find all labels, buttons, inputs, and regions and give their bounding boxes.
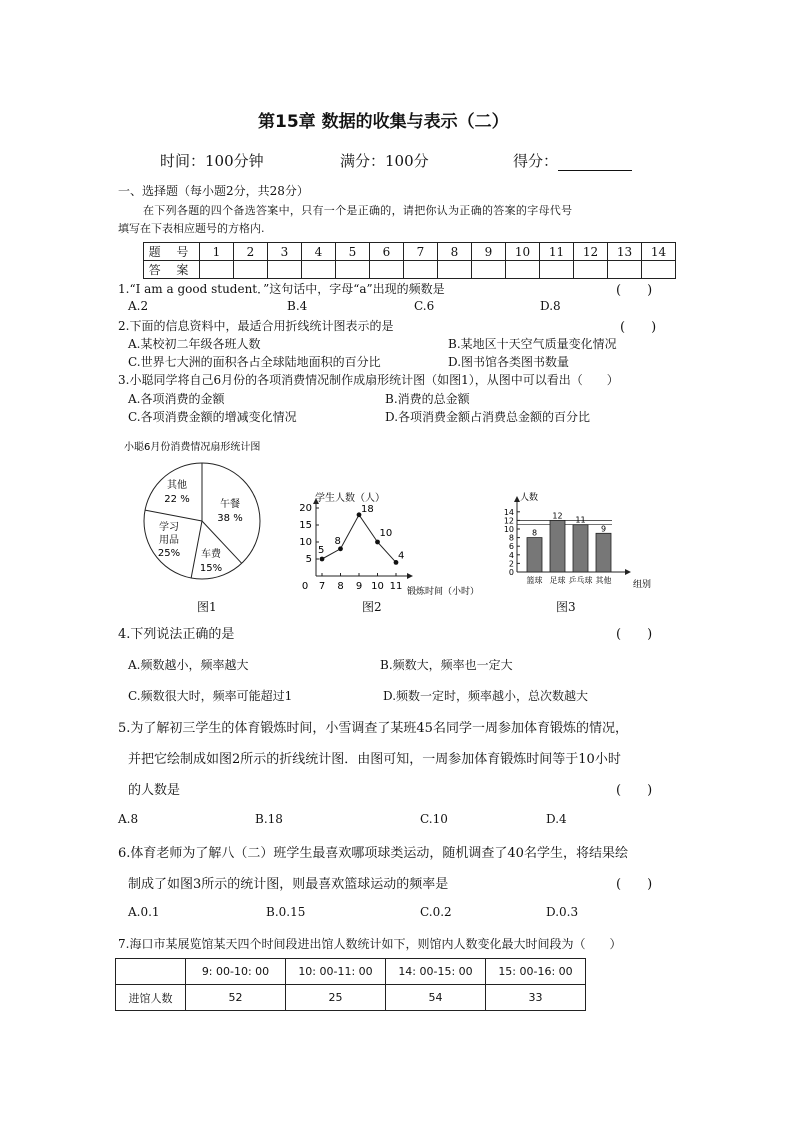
question-6-option-a[interactable]: A.0.1 bbox=[128, 905, 160, 919]
table-cell: 54 bbox=[386, 985, 486, 1011]
question-3-option-a[interactable]: A.各项消费的金额 bbox=[128, 392, 225, 406]
question-4-option-c[interactable]: C.频数很大时，频率可能超过1 bbox=[128, 689, 293, 703]
answer-cell[interactable] bbox=[268, 261, 302, 279]
table-cell: 9 bbox=[472, 243, 506, 261]
x-axis-arrow bbox=[407, 573, 413, 579]
pie-label-other: 其他 bbox=[167, 480, 187, 491]
y-tick-label: 0 bbox=[508, 568, 514, 577]
visitor-table-row bbox=[116, 985, 586, 1011]
answer-cell[interactable] bbox=[642, 261, 676, 279]
table-cell: 13 bbox=[608, 243, 642, 261]
table-header-cell: 10: 00-11: 00 bbox=[286, 959, 386, 985]
question-5-line-2: 并把它绘制成如图2所示的折线统计图．由图可知，一周参加体育锻炼时间等于10小时 bbox=[128, 752, 621, 767]
bar bbox=[550, 520, 565, 572]
line-chart-marks bbox=[299, 498, 413, 592]
data-point bbox=[320, 557, 325, 562]
x-tick-label: 7 bbox=[318, 581, 326, 592]
question-1-stem: 1.“I am a good student．”这句话中，字母“a”出现的频数是 bbox=[118, 282, 445, 296]
table-cell: 1 bbox=[200, 243, 234, 261]
question-7-stem: 7.海口市某展览馆某天四个时间段进出馆人数统计如下，则馆内人数变化最大时间段为（ ） bbox=[118, 937, 622, 951]
visitor-table-header-row bbox=[116, 959, 586, 985]
question-5-option-b[interactable]: B.18 bbox=[255, 812, 283, 826]
table-cell: 5 bbox=[336, 243, 370, 261]
question-2-option-c[interactable]: C.世界七大洲的面积各占全球陆地面积的百分比 bbox=[128, 355, 381, 369]
answer-cell[interactable] bbox=[608, 261, 642, 279]
table-cell: 33 bbox=[486, 985, 586, 1011]
score-blank[interactable] bbox=[558, 157, 632, 171]
bar-value-label: 11 bbox=[575, 515, 586, 525]
question-5-option-a[interactable]: A.8 bbox=[118, 812, 139, 826]
figure-2-ylabel: 学生人数（人） bbox=[315, 493, 385, 504]
data-label: 4 bbox=[398, 550, 405, 562]
data-label: 18 bbox=[361, 503, 374, 515]
instruction-line-1: 在下列各题的四个备选答案中，只有一个是正确的，请把你认为正确的答案的字母代号 bbox=[143, 204, 573, 217]
question-5-line-1: 5.为了解初三学生的体育锻炼时间，小雪调查了某班45名同学一周参加体育锻炼的情况， bbox=[118, 721, 628, 736]
table-header-cell: 15: 00-16: 00 bbox=[486, 959, 586, 985]
question-1-option-a[interactable]: A.2 bbox=[128, 299, 149, 313]
y-tick-label: 6 bbox=[508, 542, 514, 552]
pie-label-supplies-2: 用品 bbox=[159, 535, 179, 546]
answer-table-row2-label: 答 案 bbox=[144, 261, 200, 279]
question-5-option-c[interactable]: C.10 bbox=[420, 812, 448, 826]
table-cell: 11 bbox=[540, 243, 574, 261]
question-4-answer-paren[interactable]: ( ) bbox=[616, 627, 653, 642]
x-tick-label: 10 bbox=[371, 581, 384, 592]
pie-label-supplies-1: 学习 bbox=[159, 522, 179, 533]
answer-table bbox=[143, 242, 676, 279]
answer-cell[interactable] bbox=[302, 261, 336, 279]
question-2-option-d[interactable]: D.图书馆各类图书数量 bbox=[448, 355, 570, 369]
question-2-stem: 2.下面的信息资料中，最适合用折线统计图表示的是 bbox=[118, 319, 394, 333]
data-point bbox=[375, 540, 380, 545]
table-cell: 10 bbox=[506, 243, 540, 261]
figure-3-caption: 图3 bbox=[556, 600, 576, 614]
answer-cell[interactable] bbox=[404, 261, 438, 279]
answer-cell[interactable] bbox=[438, 261, 472, 279]
visitor-table bbox=[115, 958, 586, 1011]
category-label: 足球 bbox=[549, 576, 566, 585]
pie-value-supplies: 25% bbox=[157, 548, 181, 559]
table-cell: 6 bbox=[370, 243, 404, 261]
data-point bbox=[338, 546, 343, 551]
pie-value-bus: 15% bbox=[199, 563, 223, 574]
table-header-cell: 9: 00-10: 00 bbox=[186, 959, 286, 985]
question-4-option-d[interactable]: D.频数一定时，频率越小，总次数越大 bbox=[383, 689, 589, 703]
y-tick-label: 2 bbox=[508, 559, 514, 569]
bar-chart-marks bbox=[504, 496, 631, 585]
question-6-answer-paren[interactable]: ( ) bbox=[616, 877, 653, 892]
answer-table-number-row bbox=[144, 243, 676, 261]
y-tick-label: 4 bbox=[508, 550, 514, 560]
question-1-answer-paren[interactable]: ( ) bbox=[616, 283, 653, 298]
figure-2-caption: 图2 bbox=[362, 600, 382, 614]
question-6-option-b[interactable]: B.0.15 bbox=[266, 905, 306, 919]
bar bbox=[573, 525, 588, 572]
x-tick-label: 11 bbox=[389, 581, 403, 592]
answer-table-row1-label: 题 号 bbox=[144, 243, 200, 261]
category-label: 乒乓球 bbox=[568, 576, 593, 585]
figure-3-bar-chart bbox=[500, 488, 675, 600]
y-tick-label: 5 bbox=[305, 554, 312, 565]
data-label: 5 bbox=[318, 545, 325, 556]
y-tick-label: 12 bbox=[503, 516, 514, 526]
question-3-stem: 3.小聪同学将自己6月份的各项消费情况制作成扇形统计图（如图1），从图中可以看出（ ） bbox=[118, 373, 619, 387]
bar-value-label: 9 bbox=[600, 524, 607, 534]
question-5-line-3: 的人数是 bbox=[128, 783, 181, 798]
question-2-option-b[interactable]: B.某地区十天空气质量变化情况 bbox=[448, 337, 617, 351]
answer-cell[interactable] bbox=[506, 261, 540, 279]
question-2-option-a[interactable]: A.某校初二年级各班人数 bbox=[128, 337, 261, 351]
data-label: 8 bbox=[334, 535, 341, 547]
pie-value-lunch: 38 % bbox=[217, 513, 243, 524]
category-label: 其他 bbox=[595, 576, 612, 585]
question-3-option-c[interactable]: C.各项消费金额的增减变化情况 bbox=[128, 410, 297, 424]
x-tick-label: 8 bbox=[337, 581, 344, 592]
figure-1-caption: 图1 bbox=[197, 600, 217, 614]
bar-value-label: 8 bbox=[531, 528, 538, 538]
y-tick-label: 20 bbox=[299, 503, 312, 514]
question-4-option-b[interactable]: B.频数大，频率也一定大 bbox=[380, 658, 513, 672]
bar-value-label: 12 bbox=[552, 511, 563, 521]
question-3-option-d[interactable]: D.各项消费金额占消费总金额的百分比 bbox=[385, 410, 591, 424]
pie-slice-divider bbox=[145, 510, 202, 521]
question-4-option-a[interactable]: A.频数越小，频率越大 bbox=[128, 658, 249, 672]
answer-cell[interactable] bbox=[336, 261, 370, 279]
y-tick-label: 15 bbox=[299, 520, 312, 531]
bar bbox=[596, 533, 611, 572]
question-1-option-d[interactable]: D.8 bbox=[540, 299, 561, 313]
table-cell: 2 bbox=[234, 243, 268, 261]
figure-3-ylabel: 人数 bbox=[520, 493, 539, 503]
time-label: 时间：100分钟 bbox=[160, 152, 264, 170]
instruction-line-2: 填写在下表相应题号的方格内. bbox=[118, 222, 265, 235]
figure-3-xlabel: 组别 bbox=[633, 580, 652, 590]
answer-cell[interactable] bbox=[200, 261, 234, 279]
table-cell: 14 bbox=[642, 243, 676, 261]
figure-2-xlabel: 锻炼时间（小时） bbox=[407, 587, 480, 597]
table-header-cell bbox=[116, 959, 186, 985]
table-cell: 12 bbox=[574, 243, 608, 261]
question-6-option-c[interactable]: C.0.2 bbox=[420, 905, 452, 919]
answer-cell[interactable] bbox=[370, 261, 404, 279]
full-score-label: 满分：100分 bbox=[340, 152, 429, 170]
x-tick-label: 0 bbox=[301, 581, 309, 592]
pie-label-lunch: 午餐 bbox=[220, 499, 240, 510]
table-row-label: 进馆人数 bbox=[116, 985, 186, 1011]
pie-value-other: 22 % bbox=[164, 494, 190, 505]
figure-1-title: 小聪6月份消费情况扇形统计图 bbox=[124, 442, 261, 453]
question-1-option-c[interactable]: C.6 bbox=[414, 299, 435, 313]
question-6-option-d[interactable]: D.0.3 bbox=[546, 905, 579, 919]
bar bbox=[527, 538, 542, 572]
score-label: 得分： bbox=[513, 152, 559, 170]
question-5-option-d[interactable]: D.4 bbox=[546, 812, 567, 826]
section-heading: 一、选择题（每小题2分，共28分） bbox=[118, 184, 309, 198]
table-cell: 7 bbox=[404, 243, 438, 261]
question-5-answer-paren[interactable]: ( ) bbox=[616, 783, 653, 798]
page-title: 第15章 数据的收集与表示（二） bbox=[258, 112, 509, 132]
figure-2-line-chart bbox=[295, 488, 505, 600]
question-4-stem: 4.下列说法正确的是 bbox=[118, 627, 235, 642]
table-cell: 52 bbox=[186, 985, 286, 1011]
table-cell: 4 bbox=[302, 243, 336, 261]
answer-cell[interactable] bbox=[234, 261, 268, 279]
table-cell: 3 bbox=[268, 243, 302, 261]
answer-table-answer-row bbox=[144, 261, 676, 279]
question-6-line-1: 6.体育老师为了解八（二）班学生最喜欢哪项球类运动，随机调查了40名学生，将结果绘 bbox=[118, 846, 628, 861]
table-cell: 8 bbox=[438, 243, 472, 261]
table-header-cell: 14: 00-15: 00 bbox=[386, 959, 486, 985]
y-tick-label: 8 bbox=[508, 533, 514, 543]
category-label: 篮球 bbox=[526, 576, 543, 585]
table-cell: 25 bbox=[286, 985, 386, 1011]
y-tick-label: 10 bbox=[503, 525, 514, 534]
x-tick-label: 9 bbox=[355, 581, 363, 592]
question-2-answer-paren[interactable]: ( ) bbox=[620, 320, 657, 335]
pie-label-bus: 车费 bbox=[201, 549, 221, 560]
x-axis-arrow bbox=[625, 569, 631, 575]
answer-cell[interactable] bbox=[472, 261, 506, 279]
data-label: 10 bbox=[379, 528, 393, 539]
question-3-option-b[interactable]: B.消费的总金额 bbox=[385, 392, 470, 406]
answer-cell[interactable] bbox=[540, 261, 574, 279]
figure-1-pie-chart bbox=[110, 436, 300, 616]
question-6-line-2: 制成了如图3所示的统计图，则最喜欢篮球运动的频率是 bbox=[128, 877, 449, 892]
answer-cell[interactable] bbox=[574, 261, 608, 279]
y-tick-label: 14 bbox=[503, 507, 514, 517]
y-tick-label: 10 bbox=[299, 537, 312, 548]
question-1-option-b[interactable]: B.4 bbox=[287, 299, 308, 313]
score-field[interactable] bbox=[513, 150, 632, 171]
